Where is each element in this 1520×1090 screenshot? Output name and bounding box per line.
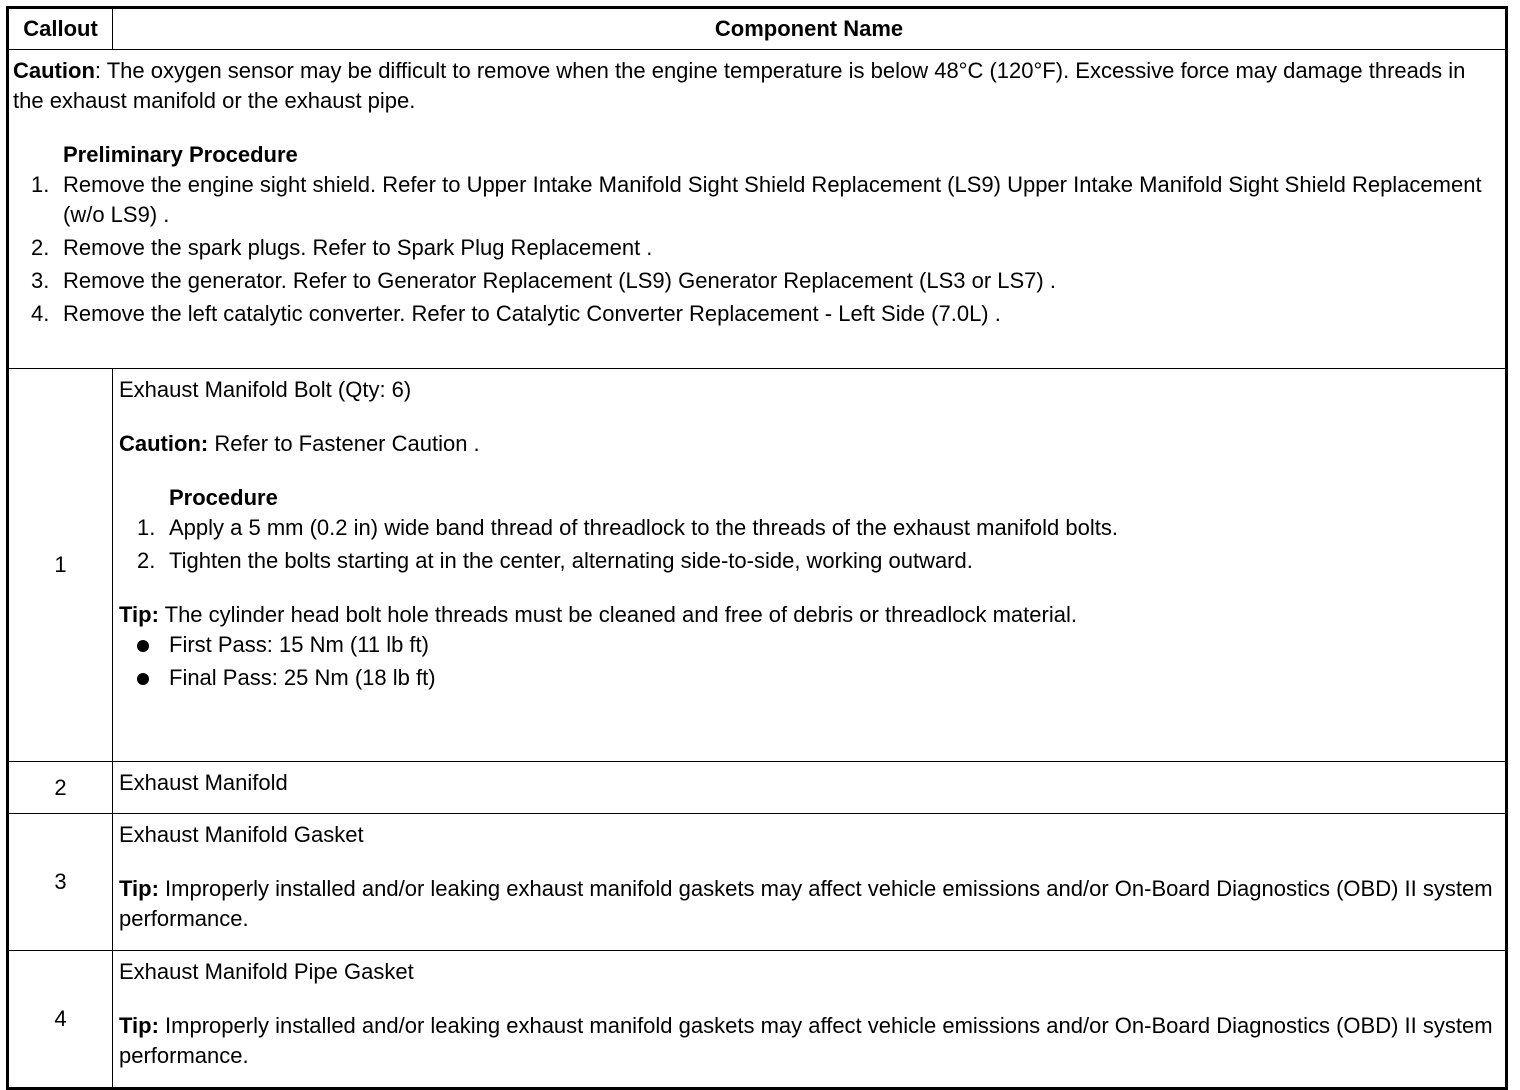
step-text: Tighten the bolts starting at in the center, alternating side-to-side, working outward.	[169, 548, 973, 573]
step-text: Remove the spark plugs. Refer to Spark Plug Replacement .	[63, 235, 653, 260]
caution-text: : The oxygen sensor may be difficult to remove when the engine temperature is below 48°C (120°F). Excessive force may damage threads in the exhaust manifold or the exhaust pipe.	[13, 58, 1466, 113]
bullet-icon	[137, 640, 149, 652]
component-name: Exhaust Manifold Pipe Gasket	[119, 959, 414, 984]
table-row	[8, 951, 1507, 1089]
list-item	[13, 299, 1495, 329]
tip-label: Tip:	[119, 876, 159, 901]
preliminary-cell	[8, 50, 1507, 369]
bullet-text: First Pass: 15 Nm (11 lb ft)	[169, 632, 429, 657]
table-header-row	[8, 8, 1507, 50]
step-number: 4.	[31, 301, 50, 326]
component-cell	[113, 762, 1507, 814]
bullet-text: Final Pass: 25 Nm (18 lb ft)	[169, 665, 436, 690]
tip-text: Improperly installed and/or leaking exhaust manifold gaskets may affect vehicle emissions and/or On-Board Diagnostics (OBD) II system performance.	[119, 876, 1493, 931]
component-cell	[113, 369, 1507, 762]
callout-number: 2	[8, 762, 113, 814]
tip-note	[119, 600, 1495, 630]
callout-number: 1	[8, 369, 113, 762]
preliminary-caution	[13, 56, 1495, 116]
header-callout: Callout	[8, 8, 113, 50]
step-text: Remove the engine sight shield. Refer to Upper Intake Manifold Sight Shield Replacement (LS9) Upper Intake Manifold Sight Shield Replacement (w/o LS9) .	[63, 172, 1482, 227]
preliminary-steps	[13, 170, 1495, 329]
step-number: 1.	[137, 515, 156, 540]
tip-note	[119, 874, 1495, 934]
list-item	[13, 233, 1495, 263]
tip-note	[119, 1011, 1495, 1071]
bullet-icon	[137, 673, 149, 685]
list-item	[119, 630, 1495, 660]
procedure-steps	[119, 513, 1495, 576]
step-number: 1.	[31, 172, 50, 197]
step-number: 2.	[137, 548, 156, 573]
list-item	[13, 170, 1495, 230]
list-item	[119, 513, 1495, 543]
caution-text: Refer to Fastener Caution .	[208, 431, 480, 456]
callout-number: 4	[8, 951, 113, 1089]
caution-note	[119, 429, 1495, 459]
table-row	[8, 762, 1507, 814]
tip-label: Tip:	[119, 1013, 159, 1038]
component-cell	[113, 814, 1507, 951]
torque-list	[119, 630, 1495, 693]
step-text: Remove the left catalytic converter. Refer to Catalytic Converter Replacement - Left Side (7.0L) .	[63, 301, 1001, 326]
callout-number: 3	[8, 814, 113, 951]
list-item	[119, 546, 1495, 576]
step-number: 3.	[31, 268, 50, 293]
header-component-name: Component Name	[113, 8, 1507, 50]
table-row	[8, 814, 1507, 951]
procedure-heading: Procedure	[169, 485, 278, 510]
component-name: Exhaust Manifold	[119, 770, 288, 795]
step-text: Apply a 5 mm (0.2 in) wide band thread of threadlock to the threads of the exhaust manifold bolts.	[169, 515, 1118, 540]
list-item	[13, 266, 1495, 296]
tip-label: Tip:	[119, 602, 159, 627]
tip-text: Improperly installed and/or leaking exhaust manifold gaskets may affect vehicle emissions and/or On-Board Diagnostics (OBD) II system performance.	[119, 1013, 1493, 1068]
component-cell	[113, 951, 1507, 1089]
caution-label: Caution:	[119, 431, 209, 456]
caution-label: Caution	[13, 58, 95, 83]
component-table	[6, 6, 1508, 1090]
step-text: Remove the generator. Refer to Generator Replacement (LS9) Generator Replacement (LS3 or LS7) .	[63, 268, 1056, 293]
component-name: Exhaust Manifold Bolt (Qty: 6)	[119, 377, 412, 402]
table-row	[8, 369, 1507, 762]
list-item	[119, 663, 1495, 693]
step-number: 2.	[31, 235, 50, 260]
component-name: Exhaust Manifold Gasket	[119, 822, 364, 847]
preliminary-heading: Preliminary Procedure	[63, 142, 298, 167]
tip-text: The cylinder head bolt hole threads must be cleaned and free of debris or threadlock material.	[158, 602, 1077, 627]
preliminary-row	[8, 50, 1507, 369]
